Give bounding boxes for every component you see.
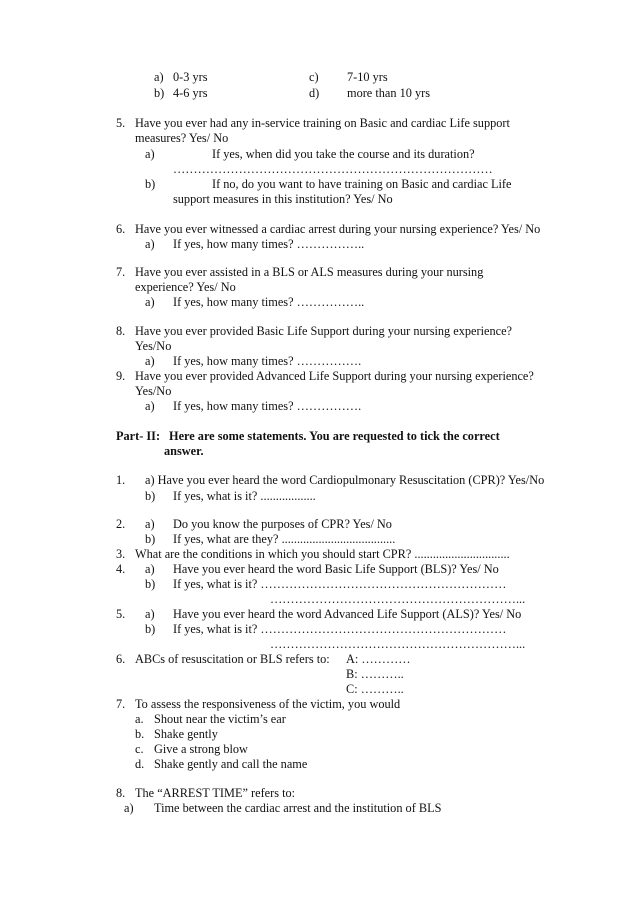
- text-line: a): [145, 607, 155, 621]
- text-line: 1.: [116, 473, 126, 487]
- text-line: If yes, how many times? ……………..: [173, 237, 365, 251]
- text-line: Have you ever witnessed a cardiac arrest during your nursing experience? Yes/ No: [135, 222, 541, 236]
- text-line: Have you ever provided Advanced Life Support during your nursing experience?: [135, 369, 534, 383]
- text-line: a): [145, 237, 155, 251]
- text-line: Have you ever heard the word Basic Life Support (BLS)? Yes/ No: [173, 562, 499, 576]
- text-line: a): [145, 354, 155, 368]
- text-line: Have you ever provided Basic Life Support during your nursing experience?: [135, 324, 512, 338]
- text-line: a): [145, 295, 155, 309]
- text-line: What are the conditions in which you should start CPR? ...............................: [135, 547, 510, 561]
- text-line: If yes, what is it? ..................: [173, 489, 316, 503]
- text-line: If yes, what are they? .....................................: [173, 532, 396, 546]
- text-line: Yes/No: [135, 384, 172, 398]
- text-line: Yes/No: [135, 339, 172, 353]
- text-line: a) Have you ever heard the word Cardiopulmonary Resuscitation (CPR)? Yes/No: [145, 473, 545, 487]
- text-line: ABCs of resuscitation or BLS refers to:: [135, 652, 330, 666]
- text-line: experience? Yes/ No: [135, 280, 236, 294]
- text-line: Shout near the victim’s ear: [154, 712, 286, 726]
- text-line: a): [145, 562, 155, 576]
- text-line: Have you ever assisted in a BLS or ALS measures during your nursing: [135, 265, 484, 279]
- text-line: more than 10 yrs: [347, 86, 430, 100]
- text-line: b): [145, 532, 156, 546]
- text-line: If yes, when did you take the course and its duration?: [212, 147, 475, 161]
- text-line: ……………………………………………………...: [270, 637, 526, 651]
- text-line: 8.: [116, 324, 126, 338]
- text-line: If yes, what is it? ……………………………………………………: [173, 622, 507, 636]
- text-line: 6.: [116, 222, 126, 236]
- text-line: 2.: [116, 517, 126, 531]
- text-line: ……………………………………………………………………: [173, 162, 493, 176]
- text-line: b): [154, 86, 165, 100]
- text-line: a): [145, 147, 155, 161]
- text-line: If yes, how many times? ……………..: [173, 295, 365, 309]
- text-line: 6.: [116, 652, 126, 666]
- text-line: C: ………..: [346, 682, 404, 696]
- text-line: Part- II:: [116, 429, 161, 443]
- text-line: a): [145, 399, 155, 413]
- text-line: Have you ever had any in-service training on Basic and cardiac Life support: [135, 116, 510, 130]
- text-line: The “ARREST TIME” refers to:: [135, 786, 296, 800]
- text-line: 7-10 yrs: [347, 70, 388, 84]
- text-line: 5.: [116, 116, 126, 130]
- text-line: ……………………………………………………...: [270, 592, 526, 606]
- text-line: d): [309, 86, 320, 100]
- text-line: Give a strong blow: [154, 742, 248, 756]
- text-line: measures? Yes/ No: [135, 131, 229, 145]
- text-line: a.: [135, 712, 144, 726]
- text-line: 7.: [116, 265, 126, 279]
- text-line: Shake gently: [154, 727, 218, 741]
- text-line: d.: [135, 757, 145, 771]
- text-line: a): [154, 70, 164, 84]
- text-line: To assess the responsiveness of the victim, you would: [135, 697, 401, 711]
- text-line: a): [145, 517, 155, 531]
- text-line: A: …………: [346, 652, 411, 666]
- text-line: If yes, how many times? …………….: [173, 354, 362, 368]
- text-line: support measures in this institution? Yes/ No: [173, 192, 393, 206]
- text-line: Do you know the purposes of CPR? Yes/ No: [173, 517, 392, 531]
- text-line: If yes, how many times? …………….: [173, 399, 362, 413]
- text-line: Have you ever heard the word Advanced Life Support (ALS)? Yes/ No: [173, 607, 522, 621]
- text-line: b.: [135, 727, 145, 741]
- text-line: Here are some statements. You are requested to tick the correct: [169, 429, 500, 443]
- text-line: If no, do you want to have training on Basic and cardiac Life: [212, 177, 512, 191]
- text-line: 8.: [116, 786, 126, 800]
- text-line: If yes, what is it? ……………………………………………………: [173, 577, 507, 591]
- text-line: B: ………..: [346, 667, 404, 681]
- text-line: b): [145, 622, 156, 636]
- text-line: 3.: [116, 547, 126, 561]
- text-line: c.: [135, 742, 144, 756]
- text-line: 4.: [116, 562, 126, 576]
- text-line: Shake gently and call the name: [154, 757, 308, 771]
- text-line: answer.: [164, 444, 204, 458]
- text-line: b): [145, 577, 156, 591]
- text-line: 4-6 yrs: [173, 86, 208, 100]
- text-line: 7.: [116, 697, 126, 711]
- text-line: 5.: [116, 607, 126, 621]
- text-line: a): [124, 801, 134, 815]
- text-line: 0-3 yrs: [173, 70, 208, 84]
- text-line: Time between the cardiac arrest and the institution of BLS: [154, 801, 442, 815]
- text-line: c): [309, 70, 319, 84]
- text-line: b): [145, 489, 156, 503]
- text-line: 9.: [116, 369, 126, 383]
- text-line: b): [145, 177, 156, 191]
